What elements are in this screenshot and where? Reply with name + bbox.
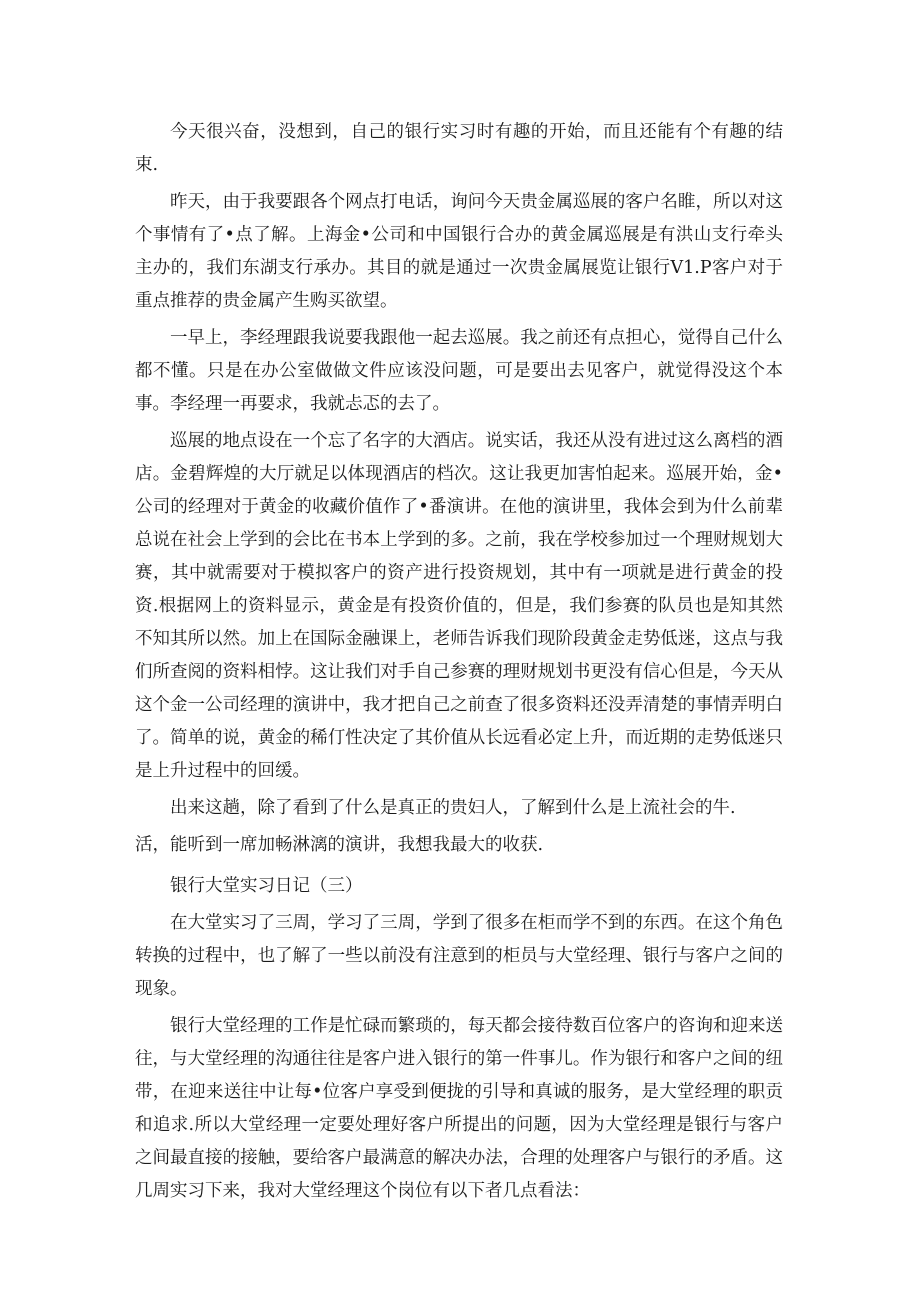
paragraph-three-weeks: 在大堂实习了三周，学习了三周，学到了很多在柜而学不到的东西。在这个角色转换的过程中，也了解了一些以前没有注意到的柜员与大堂经理、银行与客户之间的现象。 bbox=[135, 913, 783, 999]
section-heading: 银行大堂实习日记（三） bbox=[170, 876, 363, 896]
paragraph-exhibition: 巡展的地点设在一个忘了名字的大酒店。说实话，我还从没有进过这么离档的酒店。金碧辉煌的大厅就足以体现酒店的档次。这让我更加害怕起来。巡展开始，金•公司的经理对于黄金的收藏价值作了•番演讲。在他的演讲里，我体会到为什么前辈总说在社会上学到的会比在书本上学到的多。之前，我在学校参加过一个理财规划大赛，其中就需要对于模拟客户的资产进行投资规划，其中有一项就是进行黄金的投资.根据网上的资料显示，黄金是有投资价值的，但是，我们参赛的队员也是知其然不知其所以然。加上在国际金融课上，老师告诉我们现阶段黄金走势低迷，这点与我们所查阅的资料相悖。这让我们对手自己参赛的理财规划书更没有信心但是，今天从这个金一公司经理的演讲中，我才把自己之前查了很多资料还没弄清楚的事情弄明白了。简单的说，黄金的稀仃性决定了其价值从长远看必定上升，而近期的走势低迷只是上升过程中的回缓。 bbox=[135, 431, 783, 781]
paragraph-harvest: 活，能听到一席加畅淋漓的演讲，我想我最大的收获. bbox=[135, 835, 544, 855]
paragraph-morning: 一早上，李经理跟我说要我跟他一起去巡展。我之前还有点担心，觉得自己什么都不懂。只是在办公室做做文件应该没问题，可是要出去见客户，就觉得没这个本事。李经理一再要求，我就忐忑的去了。 bbox=[135, 328, 783, 414]
paragraph-yesterday: 昨天，由于我要跟各个网点打电话，询问今天贵金属巡展的客户名睢，所以对这个事情有了•点了解。上海金•公司和中国银行合办的黄金属巡展是有洪山支行牵头主办的，我们东湖支行承办。其目的就是通过一次贵金属展览让银行V1.P客户对于重点推荐的贵金属产生购买欲望。 bbox=[135, 192, 783, 311]
paragraph-intro: 今天很兴奋，没想到，自己的银行实习时有趣的开始，而且还能有个有趣的结束. bbox=[135, 122, 783, 175]
paragraph-lobby-manager: 银行大堂经理的工作是忙碌而繁琐的，每天都会接待数百位客户的咨询和迎来送往，与大堂经理的沟通往往是客户进入银行的第一件事儿。作为银行和客户之间的纽带，在迎来送往中让每•位客户享受到便拢的引导和真诚的服务，是大堂经理的职贡和追求.所以大堂经理一定要处理好客户所提出的问题，因为大堂经理是银行与客户之间最直接的接触，要给客户最满意的解决办法，合理的处理客户与银行的矛盾。这几周实习下来，我对大堂经理这个岗位有以下者几点看法： bbox=[135, 1016, 783, 1201]
document-body bbox=[135, 116, 783, 1212]
paragraph-trip-summary: 出来这趟，除了看到了什么是真正的贵妇人，了解到什么是上流社会的牛. bbox=[170, 798, 736, 818]
